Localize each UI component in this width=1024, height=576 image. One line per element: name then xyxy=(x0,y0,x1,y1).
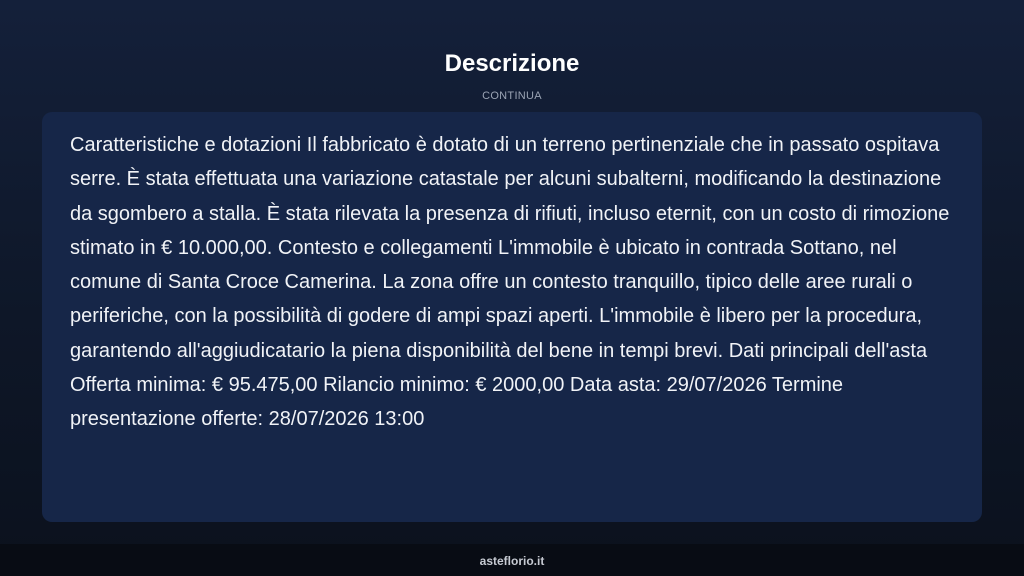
continue-label: CONTINUA xyxy=(482,90,542,102)
site-name: asteflorio.it xyxy=(479,554,545,568)
description-text: Caratteristiche e dotazioni Il fabbricato è dotato di un terreno pertinenziale che in passato ospitava serre. È stata effettuata una variazione catastale per alcuni subalterni, modificando la destinazione da sgombero a stalla. È stata rilevata la presenza di rifiuti, incluso eternit, con un costo di rimozione stimato in € 10.000,00. Contesto e collegamenti L'immobile è ubicato in contrada Sottano, nel comune di Santa Croce Camerina. La zona offre un contesto tranquillo, tipico delle aree rurali o periferiche, con la possibilità di godere di ampi spazi aperti. L'immobile è libero per la procedura, garantendo all'aggiudicatario la piena disponibilità del bene in tempi brevi. Dati principali dell'asta Offerta minima: € 95.475,00 Rilancio minimo: € 2000,00 Data asta: 29/07/2026 Termine presentazione offerte: 28/07/2026 13:00 xyxy=(70,134,950,431)
page-title: Descrizione xyxy=(444,50,580,77)
footer-bar xyxy=(0,544,1024,576)
description-card xyxy=(42,112,982,522)
